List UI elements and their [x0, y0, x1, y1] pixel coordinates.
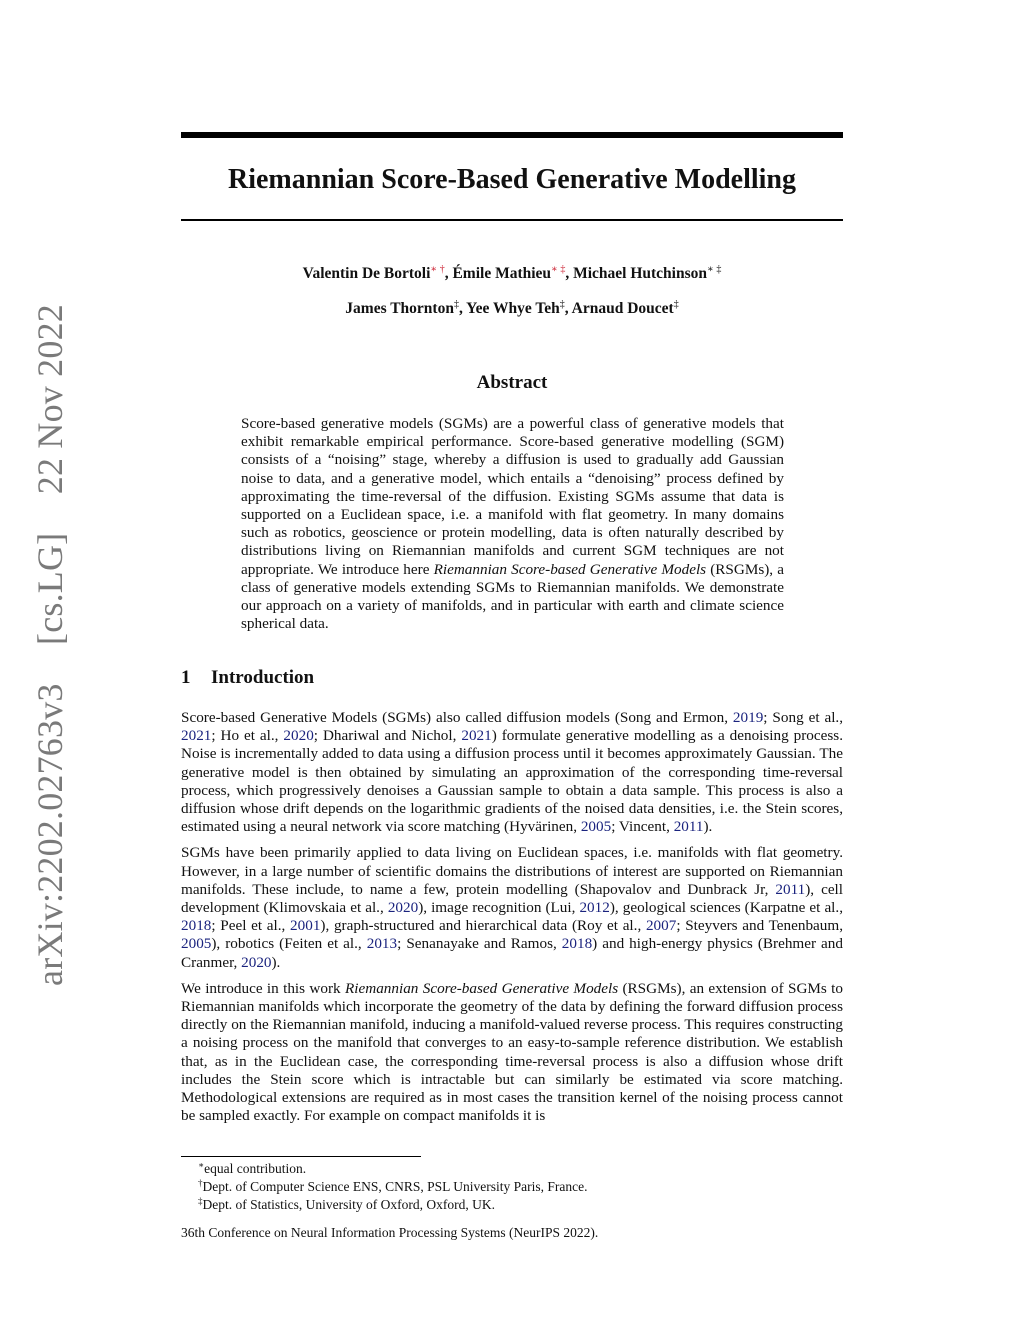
citation-link[interactable]: 2005 — [181, 935, 212, 953]
section-body — [181, 709, 843, 1133]
section-heading — [181, 667, 314, 689]
author-name: Yee Whye Teh — [466, 300, 560, 317]
citation-link[interactable]: 2007 — [645, 917, 677, 935]
citation-link[interactable]: 2021 — [461, 727, 492, 745]
citation-link[interactable]: 2013 — [366, 935, 398, 953]
citation-link[interactable]: 2020 — [241, 953, 272, 971]
footnote-text: Dept. of Computer Science ENS, CNRS, PSL University Paris, France. — [202, 1179, 588, 1194]
footnote-mark: ‡ — [198, 1196, 203, 1206]
footnote-mark: † — [198, 1178, 203, 1188]
footnote-text: Dept. of Statistics, University of Oxford, Oxford, UK. — [202, 1197, 495, 1212]
title-bottom-rule — [181, 219, 843, 221]
paragraph-3: We introduce in this work Riemannian Score-based Generative Models (RSGMs), an extension of SGMs to Riemannian manifolds which incorporate the geometry of the data by defining the forward diffusion process directly on the Riemannian manifold, inducing a manifold-valued reverse process. This requires constructing a noising process on the manifold that converges to an easy-to-sample reference distribution. We establish that, as in the Euclidean case, the corresponding time-reversal process is also a diffusion whose drift includes the Stein score which is intractable but can similarly be estimated via score matching. Methodological extensions are required as in most cases the transition kernel of the noising process cannot be sampled exactly. For example on compact manifolds it is — [181, 979, 843, 1125]
author-name: Michael Hutchinson — [573, 265, 708, 282]
author-name: Émile Mathieu — [452, 265, 552, 282]
section-number: 1 — [181, 667, 191, 688]
citation-link[interactable]: 2018 — [181, 917, 212, 935]
author-affiliation-mark: ∗ ‡ — [551, 264, 566, 275]
arxiv-date: 22 Nov 2022 — [30, 304, 70, 495]
footnote-text: equal contribution. — [204, 1161, 307, 1176]
abstract-heading: Abstract — [476, 372, 548, 393]
citation-link[interactable]: 2021 — [181, 727, 212, 745]
citation-link[interactable]: 2005 — [580, 818, 612, 836]
author-affiliation-mark: ‡ — [453, 299, 459, 310]
arxiv-category: [cs.LG] — [30, 532, 70, 645]
section-title: Introduction — [211, 667, 315, 688]
citation-link[interactable]: 2020 — [387, 899, 419, 917]
footnote-rule — [181, 1156, 421, 1157]
paragraph-2: SGMs have been primarily applied to data living on Euclidean spaces, i.e. manifolds with flat geometry. However, in a large number of scientific domains the distributions of interest are supported on Riemannian manifolds. These include, to name a few, protein modelling (Shapovalov and Dunbrack Jr, 2011), cell development (Klimovskaia et al., 2020), image recognition (Lui, 2012), geological sciences (Karpatne et al., 2018; Peel et al., 2001), graph-structured and hierarchical data (Roy et al., 2007; Steyvers and Tenenbaum, 2005), robotics (Feiten et al., 2013; Senanayake and Ramos, 2018) and high-energy physics (Brehmer and Cranmer, 2020). — [181, 844, 844, 971]
author-affiliation-mark: ‡ — [673, 299, 679, 310]
abstract-text: Score-based generative models (SGMs) are a powerful class of generative models that exhibit remarkable empirical performance. Score-based generative modelling (SGM) consists of a “noising” stage, whereby a diffusion is used to gradually add Gaussian noise to data, and a generative model, which entails a “denoising” process defined by approximating the time-reversal of the diffusion. Existing SGMs assume that data is supported on a Euclidean space, i.e. a manifold with flat geometry. In many domains such as robotics, geoscience or protein modelling, data is often naturally described by distributions living on Riemannian manifolds and current SGM techniques are not appropriate. We introduce here Riemannian Score-based Generative Models (RSGMs), a class of generative models extending SGMs to Riemannian manifolds. We demonstrate our approach on a variety of manifolds, and in particular with earth and climate science spherical data. — [241, 415, 784, 633]
citation-link[interactable]: 2018 — [561, 935, 593, 953]
citation-link[interactable]: 2011 — [673, 818, 704, 836]
arxiv-watermark — [29, 304, 71, 986]
footnote — [181, 1196, 587, 1214]
author-name: James Thornton — [345, 300, 454, 317]
paragraph-1: Score-based Generative Models (SGMs) also called diffusion models (Song and Ermon, 2019; Song et al., 2021; Ho et al., 2020; Dhariwal and Nichol, 2021) formulate generative modelling as a denoising process. Noise is incrementally added to data using a diffusion process until it becomes approximately Gaussian. The generative model is then obtained by simulating an approximation of the corresponding time-reversal process, which progressively denoises a Gaussian sample to obtain a data sample. This process is also a diffusion whose drift depends on the logarithmic gradients of the noised data densities, i.e. the Stein scores, estimated using a neural network via score matching (Hyvärinen, 2005; Vincent, 2011). — [181, 709, 844, 836]
author-name: Arnaud Doucet — [571, 300, 674, 317]
footnote-mark: ∗ — [198, 1160, 205, 1170]
citation-link[interactable]: 2019 — [732, 709, 764, 726]
author-name: Valentin De Bortoli — [302, 265, 431, 282]
citation-link[interactable]: 2012 — [579, 899, 610, 917]
citation-link[interactable]: 2020 — [283, 727, 314, 745]
author-affiliation-mark: ∗ ‡ — [707, 264, 722, 275]
author-affiliation-mark: ∗ † — [430, 264, 445, 275]
footnotes — [181, 1160, 587, 1214]
author-affiliation-mark: ‡ — [559, 299, 565, 310]
footnote — [181, 1178, 587, 1196]
citation-link[interactable]: 2011 — [775, 880, 806, 898]
paper-title: Riemannian Score-Based Generative Modelling — [228, 164, 796, 195]
footnote — [181, 1160, 587, 1178]
conference-note: 36th Conference on Neural Information Processing Systems (NeurIPS 2022). — [181, 1225, 599, 1240]
author-line-2: James Thornton‡, Yee Whye Teh‡, Arnaud Doucet‡ — [345, 299, 679, 317]
arxiv-id: arXiv:2202.02763v3 — [30, 683, 70, 986]
title-top-rule — [181, 132, 843, 138]
author-line-1: Valentin De Bortoli∗ †, Émile Mathieu∗ ‡, Michael Hutchinson∗ ‡ — [302, 264, 722, 282]
citation-link[interactable]: 2001 — [290, 917, 321, 935]
